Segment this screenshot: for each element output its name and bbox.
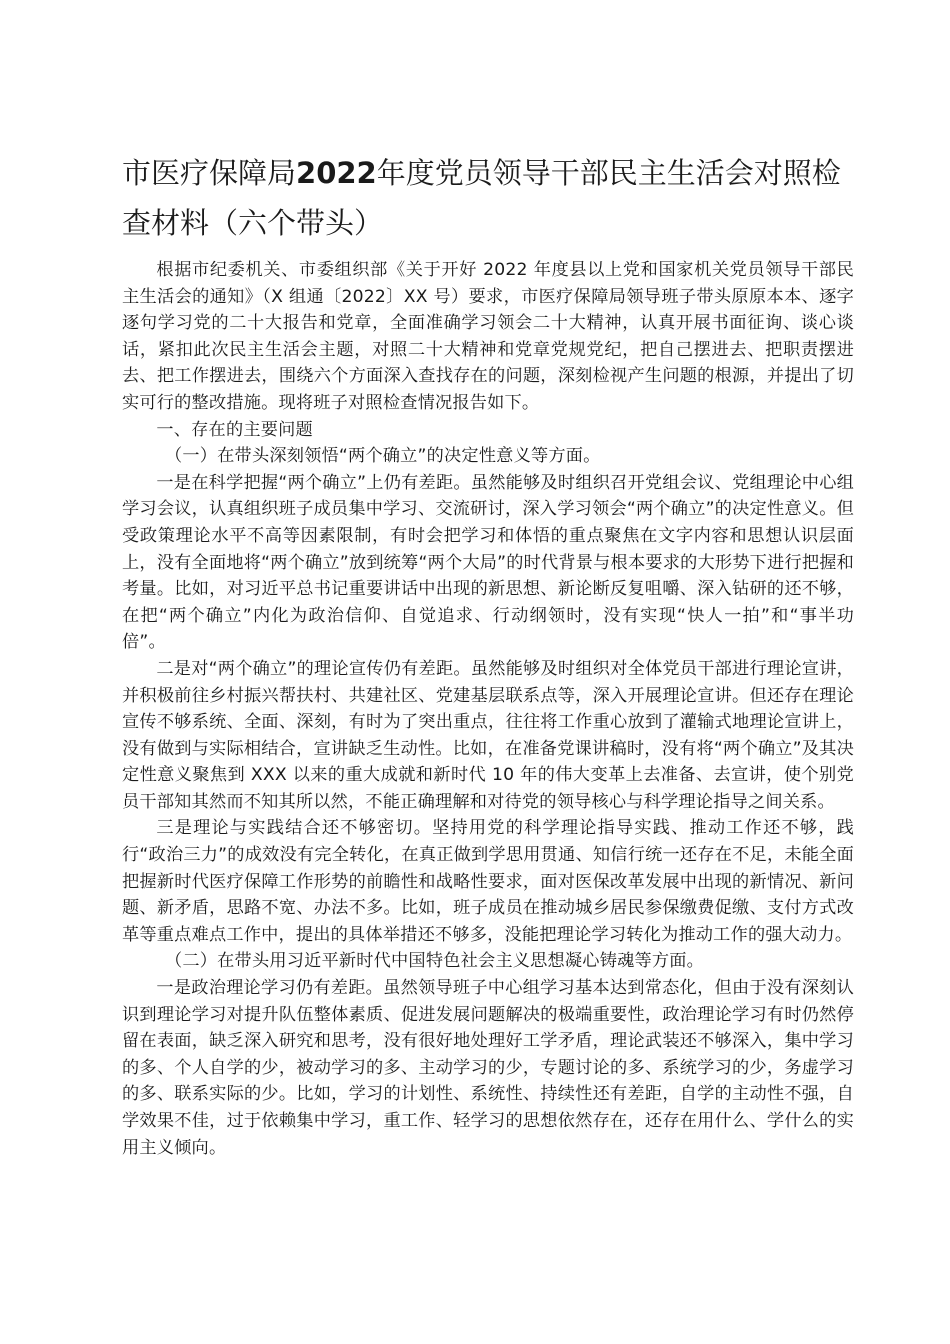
title-year: 2022: [296, 156, 377, 190]
title-prefix: 市医疗保障局: [122, 156, 297, 190]
subsection-heading-2: （二）在带头用习近平新时代中国特色社会主义思想凝心铸魂等方面。: [165, 951, 705, 972]
intro-paragraph: 根据市纪委机关、市委组织部《关于开好 2022 年度县以上党和国家机关党员领导干部民主生活会的通知》（X 组通〔2022〕XX 号）要求，市医疗保障局领导班子带头原原本本、逐字逐句学习党的二十大报告和党章，全面准确学习领会二十大精神，认真开展书面征询、谈心谈话，紧扣此次民主生活会主题，对照二十大精神和党章党规党纪，把自己摆进去、把职责摆进去、把工作摆进去，围绕六个方面深入查找存在的问题，深刻检视产生问题的根源，并提出了切实可行的整改措施。现将班子对照检查情况报告如下。: [122, 260, 854, 413]
document-title: [122, 148, 842, 248]
title-suffix: 年度党员领导干部民主生活会对照检查材料（六个带头）: [122, 156, 841, 240]
subsection-heading-1: （一）在带头深刻领悟“两个确立”的决定性意义等方面。: [165, 446, 601, 467]
section-heading-problems: 一、存在的主要问题: [156, 419, 313, 440]
body-paragraph: 三是理论与实践结合还不够密切。坚持用党的科学理论指导实践、推动工作还不够，践行“政治三力”的成效没有完全转化，在真正做到学思用贯通、知信行统一还存在不足，未能全面把握新时代医疗保障工作形势的前瞻性和战略性要求，面对医保改革发展中出现的新情况、新问题、新矛盾，思路不宽、办法不多。比如，班子成员在推动城乡居民参保缴费促缴、支付方式改革等重点难点工作中，提出的具体举措还不够多，没能把理论学习转化为推动工作的强大动力。: [122, 818, 854, 945]
body-paragraph: 二是对“两个确立”的理论宣传仍有差距。虽然能够及时组织对全体党员干部进行理论宣讲，并积极前往乡村振兴帮扶村、共建社区、党建基层联系点等，深入开展理论宣讲。但还存在理论宣传不够系统、全面、深刻，有时为了突出重点，往往将工作重心放到了灌输式地理论宣讲上，没有做到与实际相结合，宣讲缺乏生动性。比如，在准备党课讲稿时，没有将“两个确立”及其决定性意义聚焦到 XXX 以来的重大成就和新时代 10 年的伟大变革上去准备、去宣讲，使个别党员干部知其然而不知其所以然，不能正确理解和对待党的领导核心与科学理论指导之间关系。: [122, 658, 854, 812]
document-body: [122, 257, 854, 1161]
body-paragraph: 一是在科学把握“两个确立”上仍有差距。虽然能够及时组织召开党组会议、党组理论中心组学习会议，认真组织班子成员集中学习、交流研讨，深入学习领会“两个确立”的决定性意义。但受政策理论水平不高等因素限制，有时会把学习和体悟的重点聚焦在文字内容和思想认识层面上，没有全面地将“两个确立”放到统筹“两个大局”的时代背景与根本要求的大形势下进行把握和考量。比如，对习近平总书记重要讲话中出现的新思想、新论断反复咀嚼、深入钻研的还不够，在把“两个确立”内化为政治信仰、自觉追求、行动纲领时，没有实现“快人一拍”和“事半功倍”。: [122, 472, 854, 653]
body-paragraph: 一是政治理论学习仍有差距。虽然领导班子中心组学习基本达到常态化，但由于没有深刻认识到理论学习对提升队伍整体素质、促进发展问题解决的极端重要性，政治理论学习有时仍然停留在表面，缺乏深入研究和思考，没有很好地处理好工学矛盾，理论武装还不够深入，集中学习的多、个人自学的少，被动学习的多、主动学习的少，专题讨论的多、系统学习的少，务虚学习的多、联系实际的少。比如，学习的计划性、系统性、持续性还有差距，自学的主动性不强，自学效果不佳，过于依赖集中学习，重工作、轻学习的思想依然存在，还存在用什么、学什么的实用主义倾向。: [122, 978, 854, 1158]
